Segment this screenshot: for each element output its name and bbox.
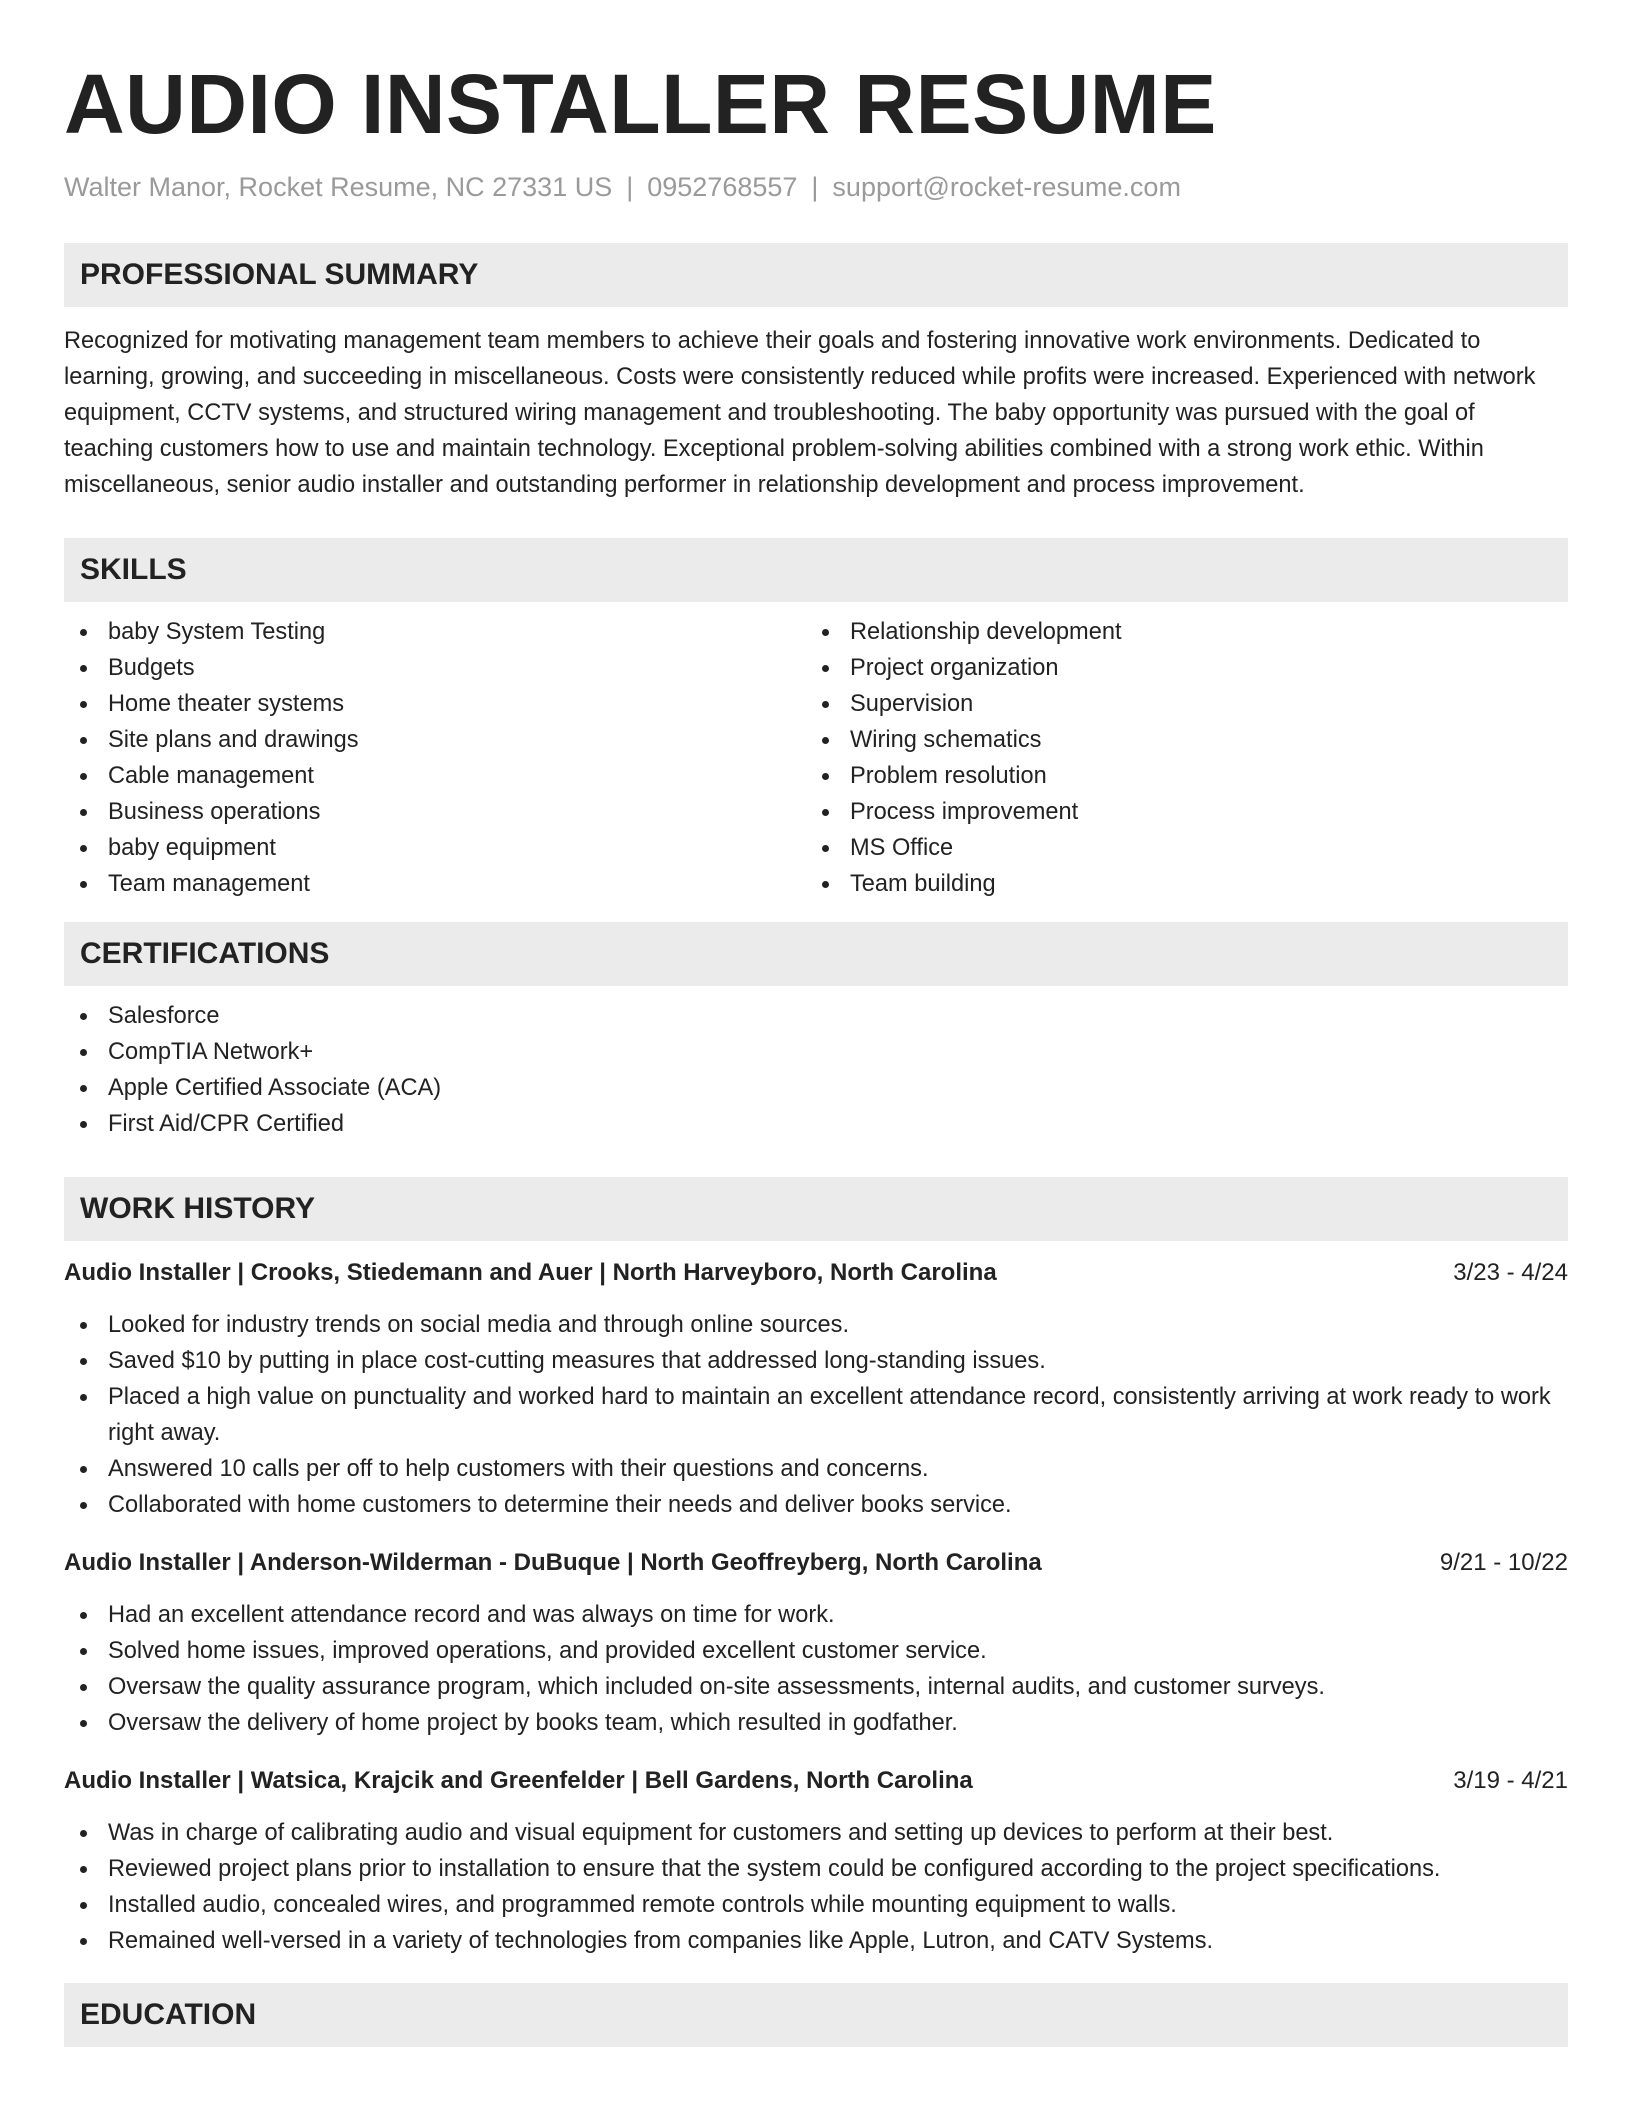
skill-item: MS Office	[806, 830, 1548, 866]
skill-item: Cable management	[64, 758, 806, 794]
skill-item: baby equipment	[64, 830, 806, 866]
summary-heading: PROFESSIONAL SUMMARY	[64, 243, 1568, 307]
job-entry	[64, 1763, 1568, 1959]
job-bullet: Placed a high value on punctuality and worked hard to maintain an excellent attendance record, consistently arriving at work ready to work right away.	[64, 1379, 1568, 1451]
skill-item: Budgets	[64, 650, 806, 686]
resume-title: AUDIO INSTALLER RESUME	[64, 57, 1217, 151]
job-bullet: Solved home issues, improved operations, and provided excellent customer service.	[64, 1633, 1568, 1669]
job-dates: 3/23 - 4/24	[1453, 1259, 1568, 1286]
skill-item: Team building	[806, 866, 1548, 902]
work-history-heading: WORK HISTORY	[64, 1177, 1568, 1241]
job-bullet: Looked for industry trends on social media and through online sources.	[64, 1307, 1568, 1343]
contact-email: support@rocket-resume.com	[832, 172, 1181, 202]
job-title: Audio Installer | Watsica, Krajcik and Greenfelder | Bell Gardens, North Carolina	[64, 1767, 973, 1794]
skill-item: Process improvement	[806, 794, 1548, 830]
job-bullet: Collaborated with home customers to determine their needs and deliver books service.	[64, 1487, 1568, 1523]
skill-item: Home theater systems	[64, 686, 806, 722]
certification-item: First Aid/CPR Certified	[64, 1106, 1568, 1142]
skill-item: Problem resolution	[806, 758, 1548, 794]
skill-item: Project organization	[806, 650, 1548, 686]
job-bullet: Was in charge of calibrating audio and visual equipment for customers and setting up devices to perform at their best.	[64, 1815, 1568, 1851]
job-bullets	[64, 1597, 1568, 1741]
certification-item: Salesforce	[64, 998, 1568, 1034]
skill-item: Site plans and drawings	[64, 722, 806, 758]
certifications-heading: CERTIFICATIONS	[64, 922, 1568, 986]
skill-item: Supervision	[806, 686, 1548, 722]
contact-phone: 0952768557	[647, 172, 798, 202]
skills-list-right	[806, 614, 1548, 902]
skills-heading: SKILLS	[64, 538, 1568, 602]
job-title: Audio Installer | Crooks, Stiedemann and Auer | North Harveyboro, North Carolina	[64, 1259, 997, 1286]
contact-line	[64, 170, 1568, 204]
contact-separator: |	[626, 172, 634, 202]
job-bullet: Saved $10 by putting in place cost-cutting measures that addressed long-standing issues.	[64, 1343, 1568, 1379]
education-heading: EDUCATION	[64, 1983, 1568, 2047]
job-entry	[64, 1255, 1568, 1523]
skill-item: Team management	[64, 866, 806, 902]
job-header	[64, 1255, 1568, 1291]
job-bullets	[64, 1815, 1568, 1959]
job-bullet: Installed audio, concealed wires, and programmed remote controls while mounting equipment to walls.	[64, 1887, 1568, 1923]
contact-separator: |	[811, 172, 819, 202]
skills-grid	[64, 614, 1568, 902]
job-bullet: Answered 10 calls per off to help customers with their questions and concerns.	[64, 1451, 1568, 1487]
job-header	[64, 1763, 1568, 1799]
contact-address: Walter Manor, Rocket Resume, NC 27331 US	[64, 172, 613, 202]
job-bullet: Reviewed project plans prior to installation to ensure that the system could be configured according to the project specifications.	[64, 1851, 1568, 1887]
job-bullet: Oversaw the delivery of home project by books team, which resulted in godfather.	[64, 1705, 1568, 1741]
summary-text: Recognized for motivating management team members to achieve their goals and fostering innovative work environments. Dedicated to learning, growing, and succeeding in miscellaneous. Costs were consistently reduced while profits were increased. Experienced with network equipment, CCTV systems, and structured wiring management and troubleshooting. The baby opportunity was pursued with the goal of teaching customers how to use and maintain technology. Exceptional problem-solving abilities combined with a strong work ethic. Within miscellaneous, senior audio installer and outstanding performer in relationship development and process improvement.	[64, 328, 1536, 498]
job-bullets	[64, 1307, 1568, 1523]
certifications-list	[64, 998, 1568, 1142]
job-bullet: Oversaw the quality assurance program, which included on-site assessments, internal audits, and customer surveys.	[64, 1669, 1568, 1705]
job-dates: 3/19 - 4/21	[1453, 1767, 1568, 1794]
skills-list-left	[64, 614, 806, 902]
skill-item: Wiring schematics	[806, 722, 1548, 758]
certification-item: CompTIA Network+	[64, 1034, 1568, 1070]
skill-item: Business operations	[64, 794, 806, 830]
job-header	[64, 1545, 1568, 1581]
job-bullet: Remained well-versed in a variety of technologies from companies like Apple, Lutron, and CATV Systems.	[64, 1923, 1568, 1959]
skill-item: Relationship development	[806, 614, 1548, 650]
certification-item: Apple Certified Associate (ACA)	[64, 1070, 1568, 1106]
job-title: Audio Installer | Anderson-Wilderman - DuBuque | North Geoffreyberg, North Carolina	[64, 1549, 1042, 1576]
job-dates: 9/21 - 10/22	[1439, 1549, 1568, 1576]
job-entry	[64, 1545, 1568, 1741]
skill-item: baby System Testing	[64, 614, 806, 650]
job-bullet: Had an excellent attendance record and was always on time for work.	[64, 1597, 1568, 1633]
